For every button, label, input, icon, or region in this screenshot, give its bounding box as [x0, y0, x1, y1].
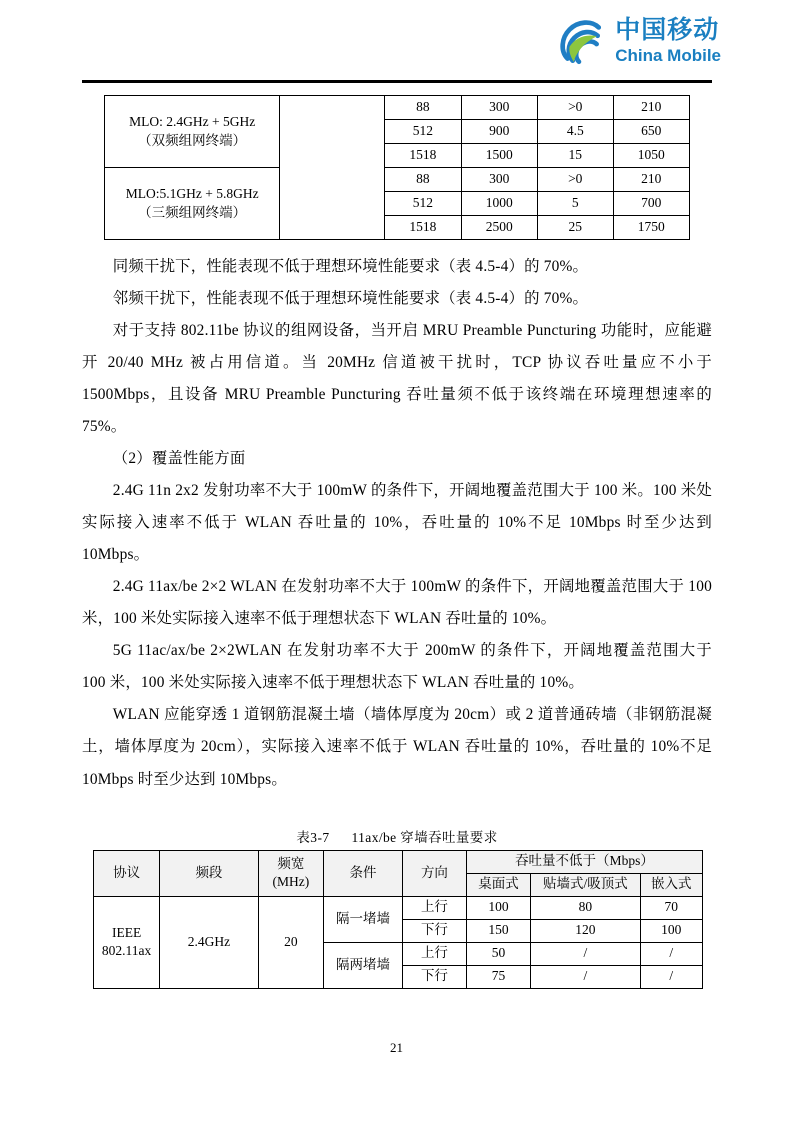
table1-wrapper [104, 95, 712, 240]
table2-direction-cell: 下行 [402, 919, 466, 942]
table1-cell: 900 [461, 120, 537, 144]
page-number: 21 [390, 1040, 403, 1055]
page-header [0, 0, 793, 88]
table2-header-embedded: 嵌入式 [640, 873, 703, 896]
paragraph-adjacent-channel-interference: 邻频干扰下，性能表现不低于理想环境性能要求（表 4.5-4）的 70%。 [112, 290, 589, 308]
table1-cell: 25 [537, 216, 613, 240]
table2-value-cell: 120 [531, 919, 640, 942]
table2-value-cell: 100 [640, 919, 703, 942]
table1-cell: >0 [537, 96, 613, 120]
table1-cell: 88 [385, 168, 461, 192]
table2-header-wallmount-ceiling: 贴墙式/吸顶式 [531, 873, 640, 896]
table2-band-cell: 2.4GHz [160, 896, 259, 988]
table2-caption-title: 11ax/be 穿墙吞吐量要求 [351, 829, 498, 845]
table1-group-label [105, 96, 280, 168]
table1-cell: 4.5 [537, 120, 613, 144]
table2-protocol-line2: 802.11ax [101, 943, 152, 959]
table1-cell: 1050 [613, 144, 689, 168]
table2-header-throughput-group: 吞吐量不低于（Mbps） [466, 850, 702, 873]
table1-cell: 15 [537, 144, 613, 168]
paragraph-mru-preamble-puncturing: 对于支持 802.11be 协议的组网设备，当开启 MRU Preamble Puncturing 功能时，应能避开 20/40 MHz 被占用信道。当 20MHz 信道被干扰时，TCP 协议吞吐量应不小于 1500Mbps，且设备 MRU Preamble Puncturing 吞吐量须不低于该终端在环境理想速率的 75%。 [82, 322, 712, 436]
logo-chinese-text: 中国移动 [615, 16, 720, 44]
table1-cell: >0 [537, 168, 613, 192]
table-header-row [94, 850, 703, 873]
mlo-performance-table [104, 95, 690, 240]
table1-group-label [105, 168, 280, 240]
table1-cell: 210 [613, 168, 689, 192]
table2-header-condition: 条件 [324, 850, 403, 896]
table1-cell: 300 [461, 168, 537, 192]
paragraph-coverage-heading: （2）覆盖性能方面 [112, 450, 246, 468]
table2-value-cell: 75 [466, 965, 530, 988]
table-row [105, 168, 690, 192]
table1-cell: 1518 [385, 216, 461, 240]
table2-value-cell: 80 [531, 896, 640, 919]
table1-cell: 700 [613, 192, 689, 216]
table1-cell: 2500 [461, 216, 537, 240]
table2-value-cell: / [640, 942, 703, 965]
table-row [94, 896, 703, 919]
paragraph-5g-11acaxbe-coverage: 5G 11ac/ax/be 2×2WLAN 在发射功率不大于 200mW 的条件下，开阔地覆盖范围大于 100 米，100 米处实际接入速率不低于理想状态下 WLAN 吞吐量的 10%。 [82, 642, 712, 692]
table1-cell: 1500 [461, 144, 537, 168]
table1-cell: 210 [613, 96, 689, 120]
table2-caption-number: 表3-7 [296, 829, 330, 845]
table2-value-cell: / [640, 965, 703, 988]
china-mobile-logo-icon [554, 17, 606, 67]
table2-value-cell: 150 [466, 919, 530, 942]
table1-group-label-line1: MLO:5.1GHz + 5.8GHz [125, 186, 259, 202]
table2-value-cell: 50 [466, 942, 530, 965]
table1-cell: 300 [461, 96, 537, 120]
table1-cell: 650 [613, 120, 689, 144]
table2-value-cell: / [531, 965, 640, 988]
table2-condition-cell: 隔一堵墙 [324, 896, 403, 942]
table2-protocol-line1: IEEE [111, 924, 142, 940]
table1-cell: 1000 [461, 192, 537, 216]
logo-english-text: China Mobile [615, 46, 721, 65]
table2-direction-cell: 上行 [402, 896, 466, 919]
table2-value-cell: / [531, 942, 640, 965]
table1-cell: 5 [537, 192, 613, 216]
body-text [82, 251, 712, 796]
table1-group-label-line1: MLO: 2.4GHz + 5GHz [129, 114, 256, 130]
table2-header-bandwidth [258, 850, 323, 896]
table1-cell: 1750 [613, 216, 689, 240]
header-divider-rule [82, 80, 712, 83]
table2-direction-cell: 上行 [402, 942, 466, 965]
table2-caption [82, 826, 712, 846]
table2-value-cell: 70 [640, 896, 703, 919]
paragraph-24g-11axbe-coverage: 2.4G 11ax/be 2×2 WLAN 在发射功率不大于 100mW 的条件下，开阔地覆盖范围大于 100 米，100 米处实际接入速率不低于理想状态下 WLAN 吞吐量的 10%。 [82, 578, 712, 628]
table2-header-bandwidth-line2: (MHz) [272, 874, 310, 890]
paragraph-24g-11n-coverage: 2.4G 11n 2x2 发射功率不大于 100mW 的条件下，开阔地覆盖范围大于 100 米。100 米处实际接入速率不低于 WLAN 吞吐量的 10%，吞吐量的 10%不足 10Mbps 时至少达到 10Mbps。 [82, 482, 712, 564]
table1-cell: 512 [385, 120, 461, 144]
table2-header-band: 频段 [160, 850, 259, 896]
table2-condition-cell: 隔两堵墙 [324, 942, 403, 988]
table2-value-cell: 100 [466, 896, 530, 919]
china-mobile-logo [554, 16, 721, 68]
page-content [82, 90, 712, 989]
table2-header-protocol: 协议 [94, 850, 160, 896]
table1-cell: 512 [385, 192, 461, 216]
table2-header-direction: 方向 [402, 850, 466, 896]
table2-header-bandwidth-line1: 频宽 [277, 855, 305, 871]
paragraph-wall-penetration: WLAN 应能穿透 1 道钢筋混凝土墙（墙体厚度为 20cm）或 2 道普通砖墙（非钢筋混凝土，墙体厚度为 20cm），实际接入速率不低于 WLAN 吞吐量的 10%，吞吐量的 10%不足 10Mbps 时至少达到 10Mbps。 [82, 706, 712, 788]
table1-group-label-line2: （双频组网终端） [138, 132, 247, 148]
table-row [105, 96, 690, 120]
table2-direction-cell: 下行 [402, 965, 466, 988]
table2-header-desktop: 桌面式 [466, 873, 530, 896]
table1-group-label-line2: （三频组网终端） [138, 204, 247, 220]
paragraph-co-channel-interference: 同频干扰下，性能表现不低于理想环境性能要求（表 4.5-4）的 70%。 [112, 258, 589, 275]
table1-cell: 1518 [385, 144, 461, 168]
table1-cell: 88 [385, 96, 461, 120]
table2-protocol-cell [94, 896, 160, 988]
table2-bandwidth-cell: 20 [258, 896, 323, 988]
logo-wordmark [615, 16, 721, 68]
wall-penetration-throughput-table [93, 850, 703, 989]
table1-blank-column [280, 96, 385, 240]
